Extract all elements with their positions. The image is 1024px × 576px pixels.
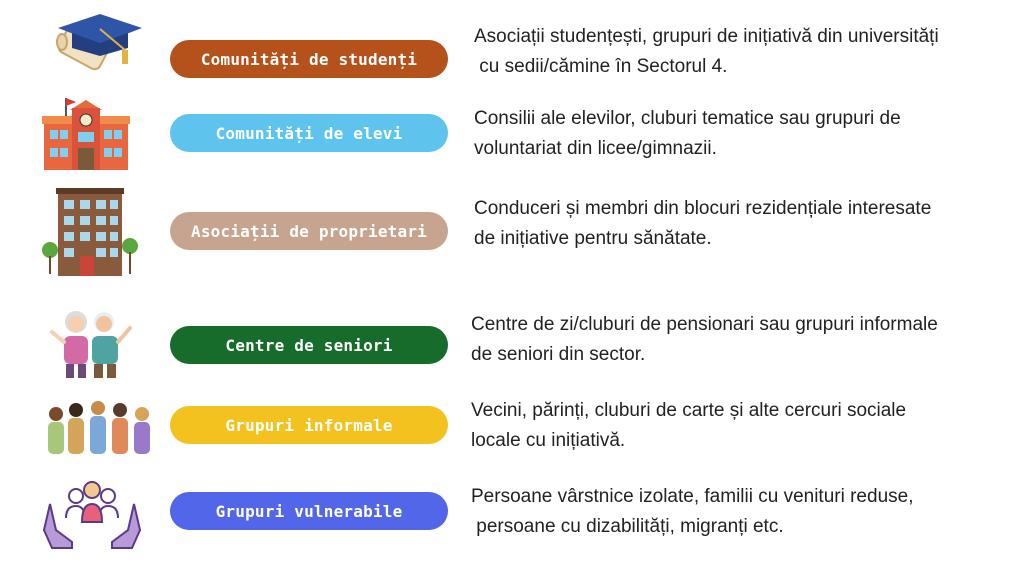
pill-pupils — [170, 114, 448, 152]
school-building-icon — [42, 96, 160, 174]
desc-pupils — [474, 104, 1004, 164]
pill-seniors-label: Centre de seniori — [225, 335, 393, 355]
desc-students — [474, 22, 1004, 82]
desc-owners-line-1: Conduceri și membri din blocuri rezidențiale interesate — [474, 198, 932, 219]
hands-holding-people-icon — [42, 478, 160, 550]
pill-owners — [170, 212, 448, 250]
group-of-people-icon — [42, 398, 160, 456]
desc-vulnerable — [471, 482, 1001, 542]
desc-vulnerable-line-1: Persoane vârstnice izolate, familii cu venituri reduse, — [471, 486, 914, 507]
pill-seniors — [170, 326, 448, 364]
desc-owners — [474, 194, 1004, 254]
senior-couple-icon — [42, 306, 160, 380]
pill-informal — [170, 406, 448, 444]
desc-seniors-line-1: Centre de zi/cluburi de pensionari sau grupuri informale — [471, 314, 938, 335]
desc-vulnerable-line-2: persoane cu dizabilități, migranți etc. — [471, 516, 784, 537]
desc-seniors-line-2: de seniori din sector. — [471, 344, 646, 365]
graduation-cap-diploma-icon — [42, 14, 160, 84]
desc-students-line-2: cu sedii/cămine în Sectorul 4. — [474, 56, 728, 77]
apartment-block-icon — [42, 186, 160, 278]
desc-pupils-line-1: Consilii ale elevilor, cluburi tematice sau grupuri de — [474, 108, 901, 129]
desc-seniors — [471, 310, 1001, 370]
pill-students — [170, 40, 448, 78]
pill-owners-label: Asociații de proprietari — [191, 221, 427, 241]
desc-students-line-1: Asociații studențești, grupuri de inițiativă din universități — [474, 26, 939, 47]
desc-informal-line-1: Vecini, părinți, cluburi de carte și alte cercuri sociale — [471, 400, 907, 421]
desc-informal — [471, 396, 1001, 456]
desc-pupils-line-2: voluntariat din licee/gimnazii. — [474, 138, 717, 159]
pill-vulnerable — [170, 492, 448, 530]
desc-informal-line-2: locale cu inițiativă. — [471, 430, 626, 451]
desc-owners-line-2: de inițiative pentru sănătate. — [474, 228, 712, 249]
pill-informal-label: Grupuri informale — [225, 415, 393, 435]
pill-vulnerable-label: Grupuri vulnerabile — [215, 501, 403, 521]
pill-pupils-label: Comunități de elevi — [215, 123, 403, 143]
pill-students-label: Comunități de studenți — [200, 49, 418, 69]
